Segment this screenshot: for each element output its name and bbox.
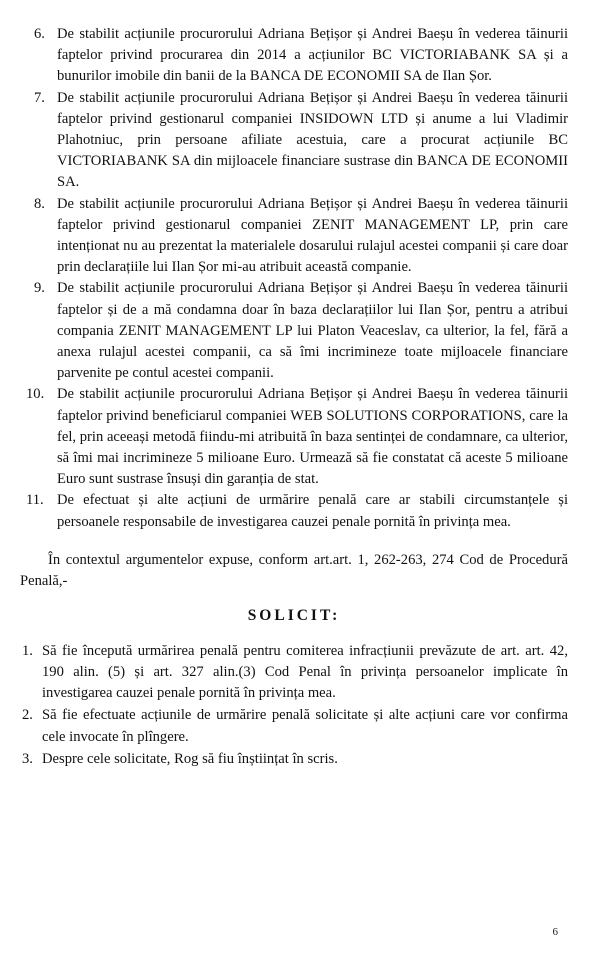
item-text: De stabilit acțiunile procurorului Adriana Bețișor și Andrei Baeșu în vederea tăinurii faptelor privind beneficiarul companiei WEB SOLUTIONS CORPORATIONS, care la fel, prin aceeași metodă fiindu-mi atribuită în baza sentinței de condamnare, ca ulterior, să îmi mai incrimineze 5 milioane Euro. Urmează să fie constatat că aceste 5 milioane Euro sunt sustrase însuși din garanția de stat. [57,386,568,488]
item-text: De stabilit acțiunile procurorului Adriana Bețișor și Andrei Baeșu în vederea tăinurii faptelor privind procurarea din 2014 a acțiunilor BC VICTORIABANK SA și a bunurilor imobile din banii de la BANCA DE ECONOMII SA de Ilan Șor. [57,26,568,85]
request-item [20,641,568,705]
item-number: 11. [26,492,44,509]
item-number: 10. [26,386,45,403]
item-text: De stabilit acțiunile procurorului Adriana Bețișor și Andrei Baeșu în vederea tăinurii faptelor și de a mă condamna doar în baza declarațiilor lui Ilan Șor, pentru a atribui compania ZENIT MANAGEMENT LP lui Platon Veaceslav, ca ulterior, la fel, fără a anexa rulajul acestei companii, ca să îmi incrimineze toate mijloacele financiare parvenite pe contul acestei companii. [57,280,568,382]
item-number: 6. [34,26,45,42]
item-text: De stabilit acțiunile procurorului Adriana Bețișor și Andrei Baeșu în vederea tăinurii faptelor privind gestionarul companiei INSIDOWN LTD și anume a lui Vladimir Plahotniuc, prin persoane afiliate acestuia, care a procurat acțiunile BC VICTORIABANK SA din mijloacele financiare sustrase din BANCA DE ECONOMII SA. [57,89,568,191]
request-text: Să fie începută urmărirea penală pentru comiterea infracțiunii prevăzute de art. art. 42, 190 alin. (5) și art. 327 alin.(3) Cod Penal în privința persoanelor implicate în investigarea cauzei penale pornită în privința mea. [42,642,568,702]
request-item [20,705,568,747]
context-paragraph: În contextul argumentelor expuse, conform art.art. 1, 262-263, 274 Cod de Procedură Penală,- [20,551,568,590]
request-item [20,749,568,770]
request-list [20,641,568,770]
list-item [20,278,568,384]
item-number: 7. [34,89,45,106]
item-text: De stabilit acțiunile procurorului Adriana Bețișor și Andrei Baeșu în vederea tăinurii faptelor privind gestionarul companiei ZENIT MANAGEMENT LP, prin care intenționat nu au prezentat la materialele dosarului rulajul acestei companii și care doar prin declarațiile lui Ilan Șor mi-au atribuit această companie. [57,195,568,276]
request-number: 2. [22,707,33,724]
list-item [20,24,568,88]
request-text: Despre cele solicitate, Rog să fiu înștiințat în scris. [42,750,338,767]
page-number: 6 [552,926,558,938]
item-number: 8. [34,195,45,212]
numbered-action-list [20,24,568,533]
item-number: 9. [34,280,45,297]
solicit-heading: SOLICIT: [247,606,341,624]
document-body [20,24,568,771]
item-text: De efectuat și alte acțiuni de urmărire penală care ar stabili circumstanțele și persoanele responsabile de investigarea cauzei penale pornită în privința mea. [57,492,568,530]
request-text: Să fie efectuate acțiunile de urmărire penală solicitate și alte acțiuni care vor confirma cele invocate în plîngere. [42,707,568,745]
request-number: 3. [22,750,33,767]
list-item [20,384,568,490]
request-number: 1. [22,642,33,659]
list-item [20,490,568,532]
list-item [20,88,568,194]
list-item [20,194,568,279]
